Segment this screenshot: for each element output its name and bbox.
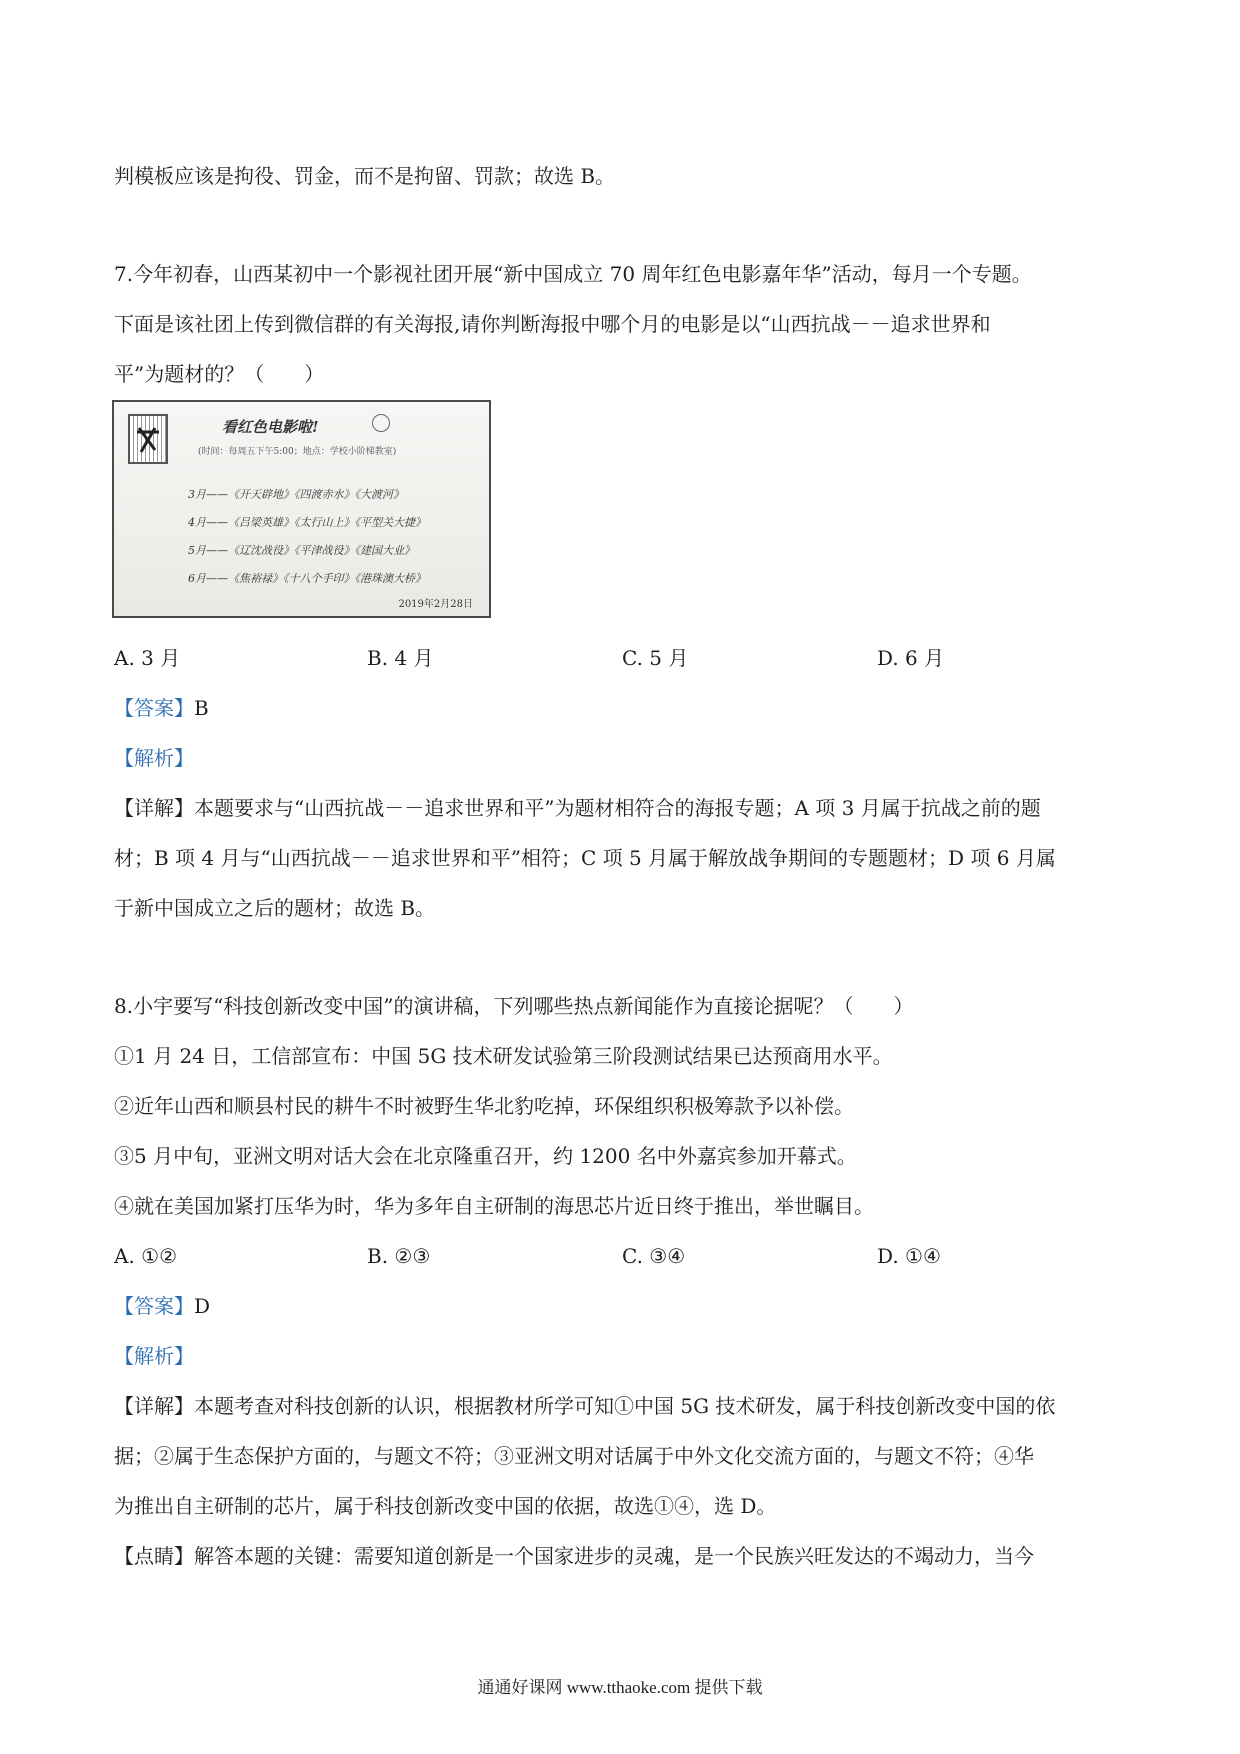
q8-point-line [114,1542,1034,1570]
q8-analysis [114,1342,194,1370]
q8-item-4: ④就在美国加紧打压华为时，华为多年自主研制的海思芯片近日终于推出，举世瞩目。 [114,1194,874,1218]
intro-line: 判模板应该是拘役、罚金，而不是拘留、罚款；故选 B。 [114,164,616,188]
q8-item-2: ②近年山西和顺县村民的耕牛不时被野生华北豹吃掉，环保组织积极筹款予以补偿。 [114,1094,854,1118]
q7-stem-line-1: 7.今年初春，山西某初中一个影视社团开展“新中国成立 70 周年红色电影嘉年华”活动，每月一个专题。 [114,262,1032,286]
q8-detail-line-1 [114,1392,1055,1420]
q8-item-3: ③5 月中旬，亚洲文明对话大会在北京隆重召开，约 1200 名中外嘉宾参加开幕式。 [114,1144,857,1168]
q8-item-1: ①1 月 24 日，工信部宣布：中国 5G 技术研发试验第三阶段测试结果已达预商用水平。 [114,1044,893,1068]
q8-detail-line-3: 为推出自主研制的芯片，属于科技创新改变中国的依据，故选①④，选 D。 [114,1494,777,1518]
detail-text: 本题要求与“山西抗战－－追求世界和平”为题材相符合的海报专题；A 项 3 月属于抗战之前的题 [194,796,1041,820]
q7-detail-line-2: 材；B 项 4 月与“山西抗战－－追求世界和平”相符；C 项 5 月属于解放战争期间的专题题材；D 项 6 月属 [114,846,1056,870]
point-tag: 【点睛】 [114,1544,194,1568]
poster-row: 4月——《吕梁英雄》《太行山上》《平型关大捷》 [188,516,426,529]
q7-option-b: B. 4 月 [367,646,434,670]
poster-subtitle: (时间：每周五下午5:00；地点：学校小阶梯教室) [198,447,397,457]
poster-title: 看红色电影啦! [222,418,319,436]
q7-option-a: A. 3 月 [114,646,181,670]
film-logo-icon [128,414,168,464]
flower-icon [372,414,390,432]
analysis-tag: 【解析】 [114,1344,194,1368]
q8-detail-line-2: 据；②属于生态保护方面的，与题文不符；③亚洲文明对话属于中外文化交流方面的，与题文不符；④华 [114,1444,1034,1468]
analysis-tag: 【解析】 [114,746,194,770]
q7-detail-line-1 [114,794,1041,822]
poster-row: 5月——《辽沈战役》《平津战役》《建国大业》 [188,544,415,557]
answer-tag: 【答案】 [114,696,194,720]
answer-value: D [194,1294,211,1318]
poster-date: 2019年2月28日 [398,599,473,610]
poster-row: 3月——《开天辟地》《四渡赤水》《大渡河》 [188,488,404,501]
q7-detail-line-3: 于新中国成立之后的题材；故选 B。 [114,896,436,920]
answer-value: B [194,696,209,720]
point-text: 解答本题的关键：需要知道创新是一个国家进步的灵魂，是一个民族兴旺发达的不竭动力，当今 [194,1544,1034,1568]
q8-option-b: B. ②③ [367,1244,431,1268]
q7-option-d: D. 6 月 [877,646,945,670]
detail-text: 本题考查对科技创新的认识，根据教材所学可知①中国 5G 技术研发，属于科技创新改变中国的依 [194,1394,1056,1418]
q7-poster-image [112,400,491,618]
q8-option-c: C. ③④ [622,1244,686,1268]
q8-option-d: D. ①④ [877,1244,941,1268]
q7-stem-line-2: 下面是该社团上传到微信群的有关海报,请你判断海报中哪个月的电影是以“山西抗战－－追求世界和 [114,312,991,336]
q8-option-a: A. ①② [114,1244,178,1268]
q7-option-c: C. 5 月 [622,646,689,670]
q7-analysis [114,744,194,772]
detail-tag: 【详解】 [114,796,194,820]
poster-row: 6月——《焦裕禄》《十八个手印》《港珠澳大桥》 [188,572,426,585]
answer-tag: 【答案】 [114,1294,194,1318]
q7-answer [114,694,209,722]
q7-stem-line-3: 平”为题材的？（ ） [114,362,325,386]
q8-answer [114,1292,210,1320]
detail-tag: 【详解】 [114,1394,194,1418]
q8-stem: 8.小宇要写“科技创新改变中国”的演讲稿，下列哪些热点新闻能作为直接论据呢？（ ） [114,994,914,1018]
page-footer: 通通好课网 www.tthaoke.com 提供下载 [477,1678,763,1697]
